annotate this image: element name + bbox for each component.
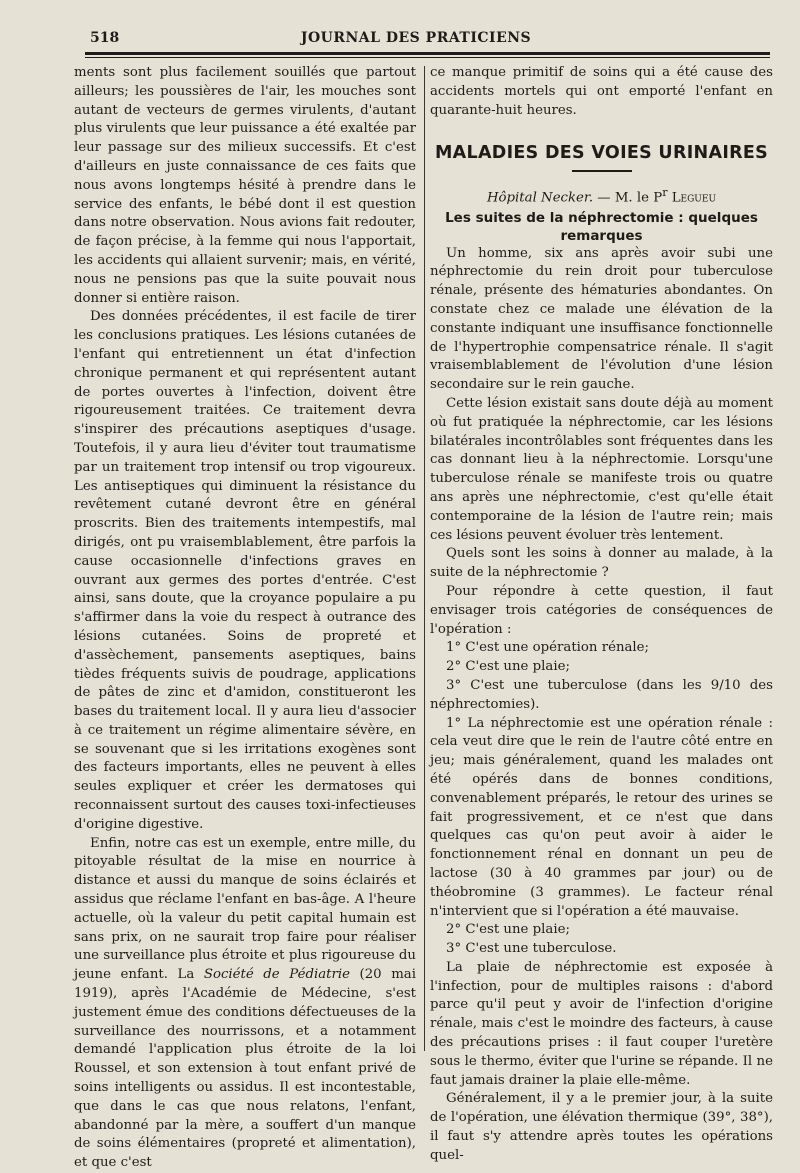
society-name: Société de Pédiatrie bbox=[203, 967, 350, 983]
section-title: MALADIES DES VOIES URINAIRES bbox=[434, 143, 769, 164]
paragraph: ce manque primitif de soins qui a été cause des accidents mortels qui ont emporté l'enfant en quarante-huit heures. bbox=[430, 65, 773, 118]
right-column bbox=[430, 64, 773, 1166]
header-rule-thin bbox=[85, 57, 770, 58]
title-ornament bbox=[572, 170, 632, 172]
author-sup: r bbox=[662, 186, 668, 200]
paragraph bbox=[74, 835, 416, 1173]
list-item: 2° C'est une plaie; bbox=[446, 922, 570, 938]
article-title: Les suites de la néphrectomie : quelques remarques bbox=[445, 209, 758, 244]
list-item: 2° C'est une plaie; bbox=[446, 659, 570, 675]
hospital-name: Hôpital Necker. bbox=[486, 190, 594, 206]
author-name: Legueu bbox=[671, 190, 717, 206]
paragraph: ments sont plus facilement souillés que partout ailleurs; les poussières de l'air, les mouches sont autant de vecteurs de germes virulents, d'autant plus virulents que leur puissance a été exaltée par leur passage sur des milieux successifs. Et c'est d'ailleurs en juste connaissance de ces faits que nous avons longtemps hésité à prendre dans le service des enfants, le bébé dont il est question dans notre observation. Nous avions fait redouter, de façon précise, à la femme qui nous l'apportait, les accidents qui allaient survenir; mais, en vérité, nous ne pensions pas que la suite pouvait nous donner si entière raison. bbox=[74, 65, 416, 306]
journal-title: JOURNAL DES PRATICIENS bbox=[300, 30, 532, 46]
paragraph-text: Enfin, notre cas est un exemple, entre mille, du pitoyable résultat de la mise en nourrice à distance et aussi du manque de soins éclairés et assidus que réclame l'enfant en bas-âge. A l'heure actuelle, où la valeur du petit capital humain est sans prix, on ne saurait trop faire pour réaliser une surveillance plus étroite et plus rigoureuse du jeune enfant. La bbox=[74, 835, 416, 983]
left-column bbox=[74, 64, 416, 1173]
paragraph: 1° La néphrectomie est une opération rénale : cela veut dire que le rein de l'autre côté entre en jeu; mais généralement, quand les malades ont été opérés dans de bonnes conditions, convenablement préparés, le retour des urines se fait progressivement, et ce n'est que dans quelques cas qu'on peut avoir à aider le fonctionnement rénal en donnant un peu de lactose (30 à 40 grammes par jour) ou de théobromine (3 grammes). Le facteur rénal n'intervient que si l'opération a été mauvaise. bbox=[430, 715, 773, 919]
page-header bbox=[62, 26, 770, 48]
paragraph: La plaie de néphrectomie est exposée à l'infection, pour de multiples raisons : d'abord parce qu'il peut y avoir de l'infection d'origine rénale, mais c'est le moindre des facteurs, à cause des précautions prises : il faut couper l'uretère sous le thermo, éviter que l'urine se répande. Il ne faut jamais drainer la plaie elle-même. bbox=[430, 959, 773, 1088]
paragraph: Un homme, six ans après avoir subi une néphrectomie du rein droit pour tuberculose rénale, présente des hématuries abondantes. On constate chez ce malade une élévation de la constante indiquant une insuffisance fonctionnelle de l'hypertrophie compensatrice rénale. Il s'agit vraisemblablement de l'évolution d'une lésion secondaire sur le rein gauche. bbox=[430, 245, 773, 393]
column-separator bbox=[424, 66, 425, 1051]
list-item: 3° C'est une tuberculose (dans les 9/10 des néphrectomies). bbox=[430, 677, 773, 712]
author-prefix: — M. le P bbox=[597, 190, 663, 206]
paragraph: Quels sont les soins à donner au malade, à la suite de la néphrectomie ? bbox=[430, 546, 773, 581]
paragraph: Des données précédentes, il est facile de tirer les conclusions pratiques. Les lésions cutanées de l'enfant qui entretiennent un état d'infection chronique permanent et qui représentent autant de portes ouvertes à l'infection, doivent être rigoureusement traitées. Ce traitement devra s'inspirer des précautions aseptiques d'usage. Toutefois, il y aura lieu d'éviter tout traumatisme par un traitement trop intensif ou trop vigoureux. Les antiseptiques qui diminuent la résistance du revêtement cutané devront être en général proscrits. Bien des traitements intempestifs, mal dirigés, ont pu vraisemblablement, être parfois la cause occasionnelle d'infections graves en ouvrant aux germes des portes d'entrée. C'est ainsi, sans doute, que la croyance populaire a pu s'affirmer dans la voie du respect à outrance des lésions cutanées. Soins de propreté et d'assèchement, pansements aseptiques, bains tièdes fréquents suivis de poudrage, applications de pâtes de zinc et d'amidon, constitueront les bases du traitement local. Il y aura lieu d'associer à ce traitement un régime alimentaire sévère, en se souvenant que si les irritations exogènes sont des facteurs importants, elles ne peuvent à elles seules expliquer et créer les dermatoses qui reconnaissent surtout des causes toxi-infectieuses d'origine digestive. bbox=[74, 309, 416, 832]
paragraph-text: (20 mai 1919), après l'Académie de Médecine, s'est justement émue des conditions défectueuses de la surveillance des nourrissons, et a notamment demandé l'application plus étroite de la loi Roussel, et son extension à tout enfant privé de soins intelligents ou assidus. Il est incontestable, que dans le cas que nous relatons, l'enfant, abandonné par la mère, a souffert d'un manque de soins élémentaires (propreté et alimentation), et que c'est bbox=[74, 967, 416, 1171]
article-byline bbox=[430, 184, 773, 208]
list-item: 1° C'est une opération rénale; bbox=[446, 640, 650, 656]
paragraph: Généralement, il y a le premier jour, à la suite de l'opération, une élévation thermique (39°, 38°), il faut s'y attendre après toutes les opérations quel- bbox=[430, 1091, 773, 1163]
paragraph: Cette lésion existait sans doute déjà au moment où fut pratiquée la néphrectomie, car les lésions bilatérales incontrôlables sont fréquentes dans les cas donnant lieu à la néphrectomie. Lorsqu'une tuberculose rénale se manifeste trois ou quatre ans après une néphrectomie, c'est qu'elle était contemporaine de la lésion de l'autre rein; mais ces lésions peuvent évoluer très lentement. bbox=[430, 395, 773, 543]
page-number: 518 bbox=[90, 30, 120, 46]
paragraph: Pour répondre à cette question, il faut envisager trois catégories de conséquences de l'opération : bbox=[430, 583, 773, 637]
header-rule bbox=[85, 52, 770, 55]
list-item: 3° C'est une tuberculose. bbox=[446, 941, 617, 957]
